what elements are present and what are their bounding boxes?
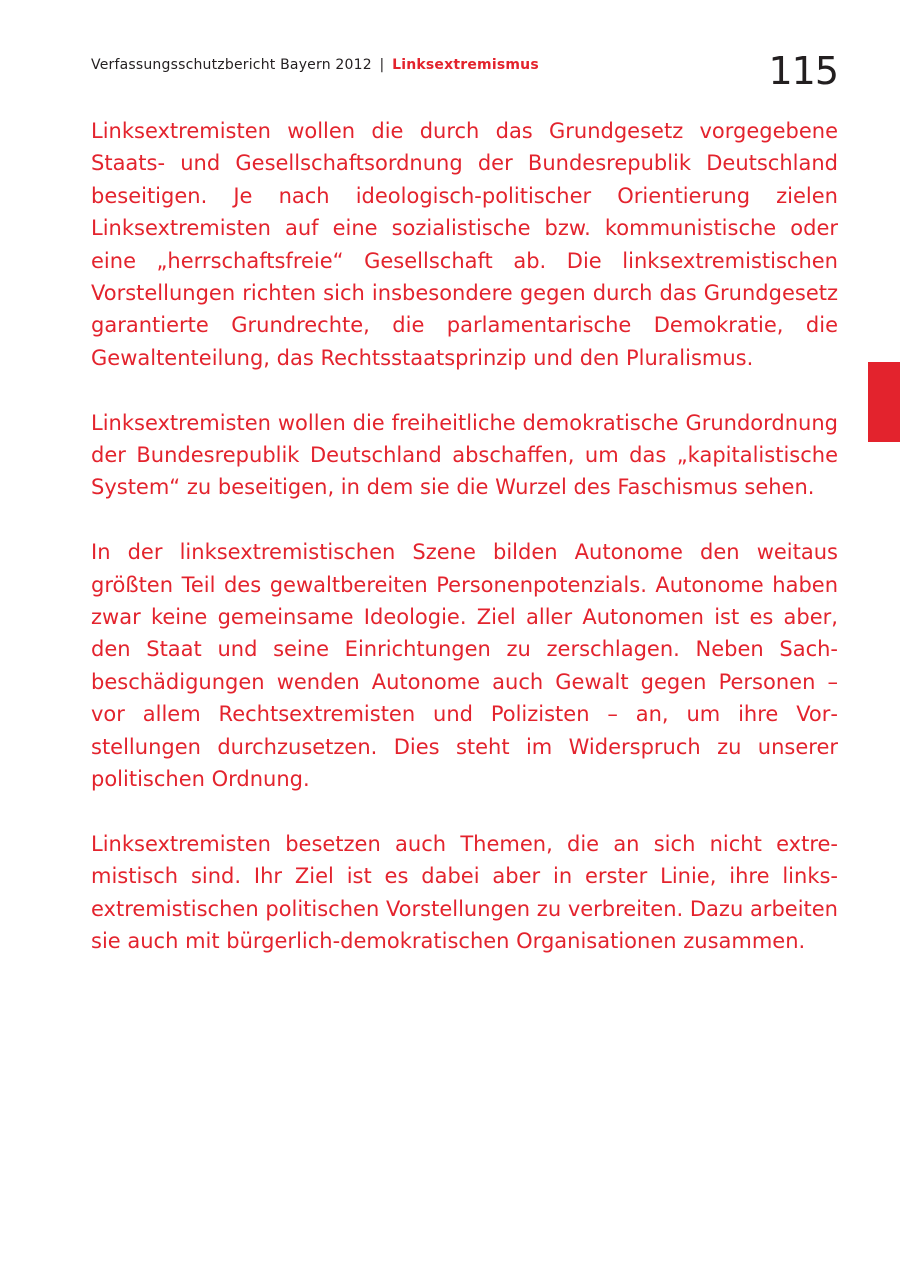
paragraph: Linksextremisten wollen die durch das Grundgesetz vorgegebene Staats- und Gesellschaftsordnung der Bundesrepublik Deutschland beseitigen. Je nach ideologisch-politischer Orientierung zielen Linksextremisten auf eine sozialistische bzw. kommunistische oder eine „herrschaftsfreie“ Gesellschaft ab. Die linksextremistischen Vorstellungen richten sich insbesondere gegen durch das Grundgesetz garantierte Grundrechte, die parlamentarische Demokratie, die Gewaltenteilung, das Rechtsstaatsprinzip und den Pluralismus.	[91, 119, 838, 370]
paragraph: In der linksextremistischen Szene bilden Autonome den weitaus größten Teil des gewaltbereiten Personenpotenzials. Autonome haben zwar keine gemeinsame Ideologie. Ziel aller Autonomen ist es aber, den Staat und seine Einrichtungen zu zerschlagen. Neben Sachbeschädigungen wenden Autonome auch Gewalt gegen Personen – vor allem Rechtsextremisten und Polizisten – an, um ihre Vorstellungen durchzusetzen. Dies steht im Widerspruch zu unserer politischen Ordnung.	[91, 540, 838, 792]
section-title: Linksextremismus	[392, 57, 539, 73]
publication-title: Verfassungsschutzbericht Bayern 2012	[91, 57, 372, 73]
page-number: 115	[768, 49, 838, 93]
body-text	[91, 115, 838, 990]
paragraph: Linksextremisten besetzen auch Themen, die an sich nicht extremistisch sind. Ihr Ziel ist es dabei aber in erster Linie, ihre linksextremistischen politischen Vorstellungen zu verbreiten. Dazu arbeiten sie auch mit bürgerlich-demokratischen Organisationen zusammen.	[91, 831, 838, 954]
header-separator: |	[379, 57, 385, 73]
running-head	[91, 57, 539, 73]
paragraph: Linksextremisten wollen die freiheitliche demokratische Grundordnung der Bundesrepublik Deutschland abschaffen, um das „kapitalistische System“ zu beseitigen, in dem sie die Wurzel des Faschismus sehen.	[91, 410, 838, 500]
chapter-tab-marker	[868, 362, 900, 442]
